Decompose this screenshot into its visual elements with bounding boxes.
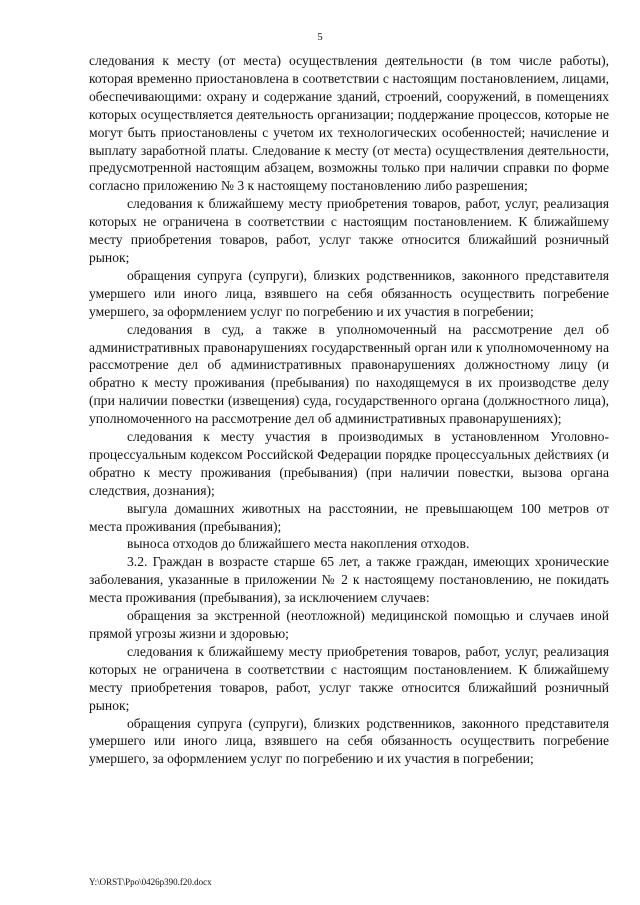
paragraph: обращения супруга (супруги), близких родственников, законного представителя умершего или иного лица, взявшего на себя обязанность осуществить погребение умершего, за оформлением услуг по погребению и их участия в погребении;: [89, 267, 609, 319]
paragraph: обращения супруга (супруги), близких родственников, законного представителя умершего или иного лица, взявшего на себя обязанность осуществить погребение умершего, за оформлением услуг по погребению и их участия в погребении;: [89, 715, 609, 767]
paragraph: обращения за экстренной (неотложной) медицинской помощью и случаев иной прямой угрозы жизни и здоровью;: [89, 608, 609, 641]
paragraph: следования к месту участия в производимых в установленном Уголовно-процессуальным кодексом Российской Федерации порядке процессуальных действиях (и обратно к месту проживания (пребывания) (при наличии повестки, вызова органа следствия, дознания);: [89, 429, 609, 498]
paragraph: 3.2. Граждан в возрасте старше 65 лет, а также граждан, имеющих хронические заболевания, указанные в приложении № 2 к настоящему постановлению, не покидать места проживания (пребывания), за исключением случаев:: [89, 554, 609, 606]
paragraph: выгула домашних животных на расстоянии, не превышающем 100 метров от места проживания (пребывания);: [89, 500, 609, 534]
document-body: [89, 52, 609, 768]
paragraph: выноса отходов до ближайшего места накопления отходов.: [127, 536, 470, 552]
paragraph: следования к месту (от места) осуществления деятельности (в том числе работы), которая временно приостановлена в соответствии с настоящим постановлением, лицами, обеспечивающими: охрану и содержание зданий, строений, сооружений, в помещениях которых осуществляется деятельность организации; поддержание процессов, которые не могут быть приостановлены с учетом их технологических особенностей; начисление и выплату заработной платы. Следование к месту (от места) осуществления деятельности, предусмотренной настоящим абзацем, возможны только при наличии справки по форме согласно приложению № 3 к настоящему постановлению либо разрешения;: [89, 53, 609, 194]
paragraph: следования в суд, а также в уполномоченный на рассмотрение дел об административных правонарушениях государственный орган или к уполномоченному на рассмотрение дел об административных правонарушениях должностному лицу (и обратно к месту проживания (пребывания) по находящемуся в их производстве делу (при наличии повестки (извещения) суда, государственного органа (должностного лица), уполномоченного на рассмотрение дел об административных правонарушениях);: [89, 321, 609, 427]
paragraph: следования к ближайшему месту приобретения товаров, работ, услуг, реализация которых не ограничена в соответствии с настоящим постановлением. К ближайшему месту приобретения товаров, работ, услуг также относится ближайший розничный рынок;: [89, 196, 609, 265]
page-number: 5: [317, 31, 323, 43]
paragraph: следования к ближайшему месту приобретения товаров, работ, услуг, реализация которых не ограничена в соответствии с настоящим постановлением. К ближайшему месту приобретения товаров, работ, услуг также относится ближайший розничный рынок;: [89, 643, 609, 713]
footer-file-path: Y:\ORST\Ppo\0426p390.f20.docx: [89, 877, 212, 887]
